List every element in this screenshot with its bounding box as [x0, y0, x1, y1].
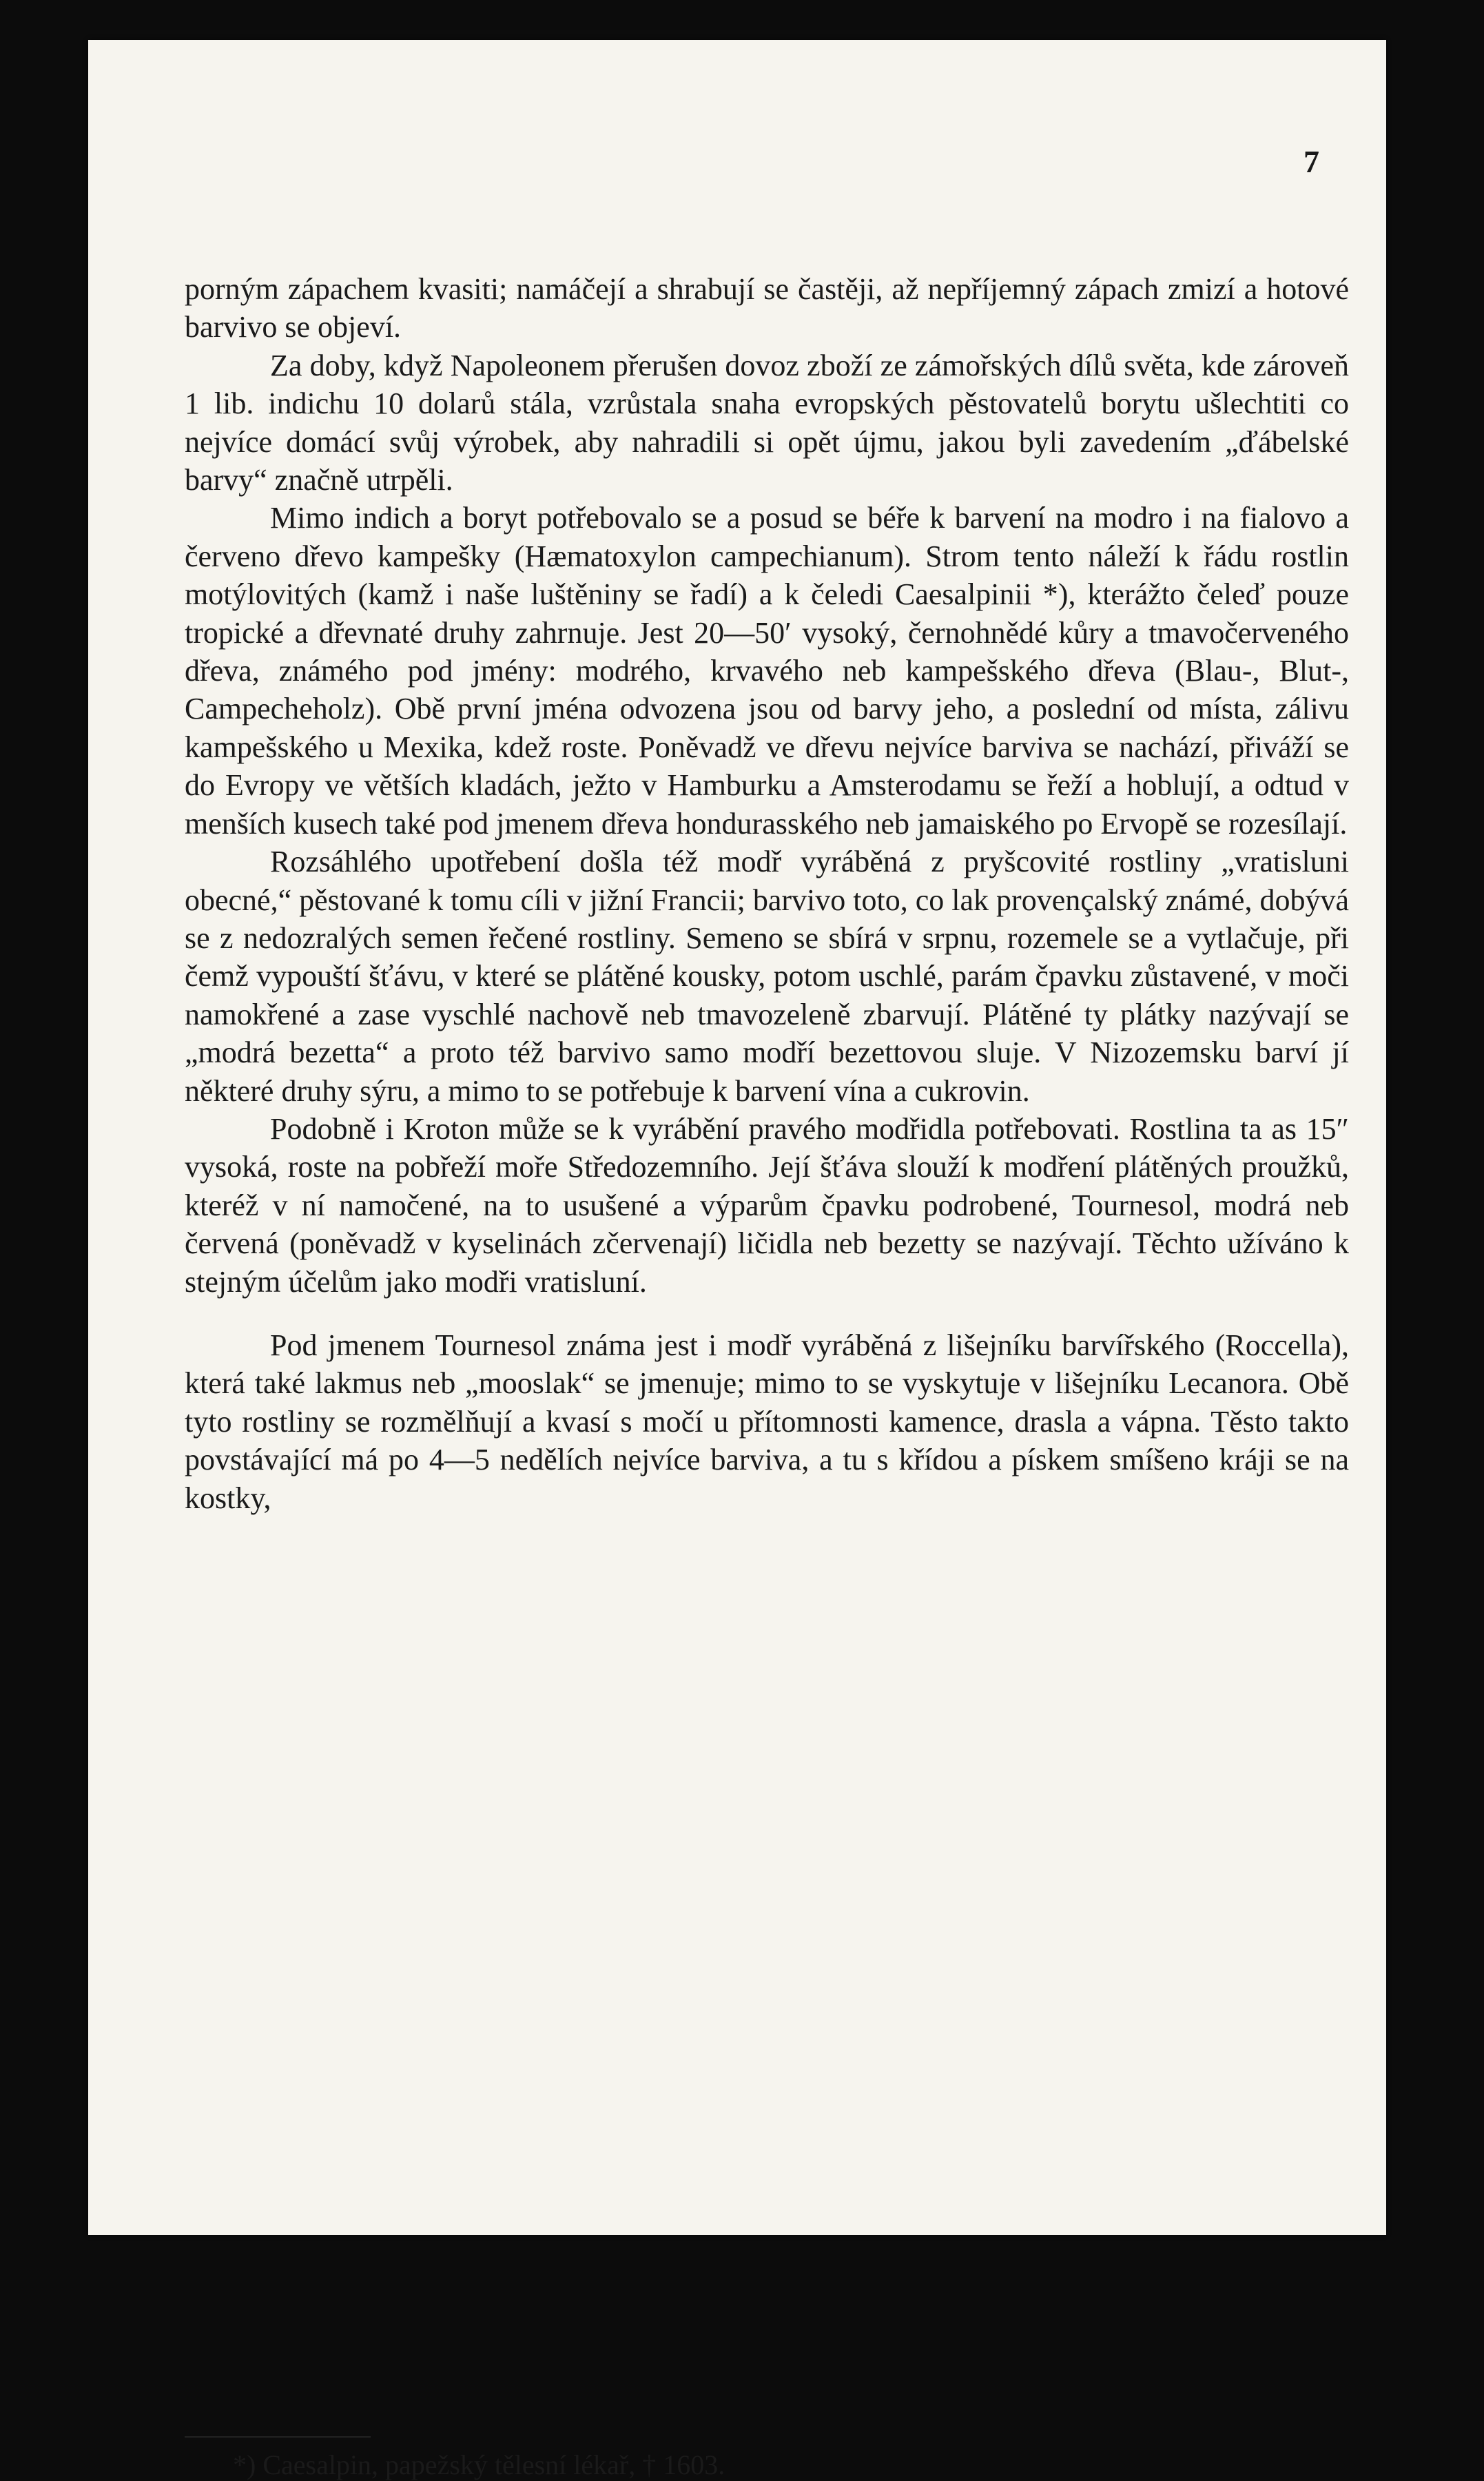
paragraph-3: Mimo indich a boryt potřebovalo se a posud se béře k barvení na modro i na fialovo a červeno dřevo kampešky (Hæmatoxylon campechianum). Strom tento náleží k řádu rostlin motýlovitých (kamž i naše luštěniny se řadí) a k čeledi Caesalpinii *), kterážto čeleď pouze tropické a dřevnaté druhy zahrnuje. Jest 20—50′ vysoký, černohnědé kůry a tmavočerveného dřeva, známého pod jmény: modrého, krvavého neb kampešského dřeva (Blau-, Blut-, Campecheholz). Obě první jména odvozena jsou od barvy jeho, a poslední od místa, zálivu kampešského u Mexika, kdež roste. Poněvadž ve dřevu nejvíce barviva se nachází, přiváží se do Evropy ve větších kladách, ježto v Hamburku a Amsterodamu se řeží a hoblují, a odtud v menších kusech také pod jmenem dřeva hondurasského neb jamaiského po Ervopě se rozesílají. [185, 501, 1349, 841]
paragraph-6: Pod jmenem Tournesol známa jest i modř vyráběná z lišejníku barvířského (Roccella), která také lakmus neb „mooslak“ se jmenuje; mimo to se vyskytuje v lišejníku Lecanora. Obě tyto rostliny se rozmělňují a kvasí s močí u přítomnosti kamence, drasla a vápna. Těsto takto povstávající má po 4—5 nedělích nejvíce barviva, a tu s křídou a pískem smíšeno kráji se na kostky, [185, 1328, 1349, 1515]
paragraph-1: porným zápachem kvasiti; namáčejí a shrabují se častěji, až nepříjemný zápach zmizí a hotové barvivo se objeví. [185, 272, 1349, 344]
footnote-rule [185, 2436, 371, 2438]
book-page [88, 40, 1386, 2480]
paragraph-4: Rozsáhlého upotřebení došla též modř vyráběná z pryšcovité rostliny „vratisluni obecné,“ pěstované k tomu cíli v jižní Francii; barvivo toto, co lak provençalský známé, dobývá se z nedozralých semen řečené rostliny. Semeno se sbírá v srpnu, rozemele se a vytlačuje, při čemž vypouští šťávu, v které se plátěné kousky, potom uschlé, parám čpavku zůstavené, v moči namokřené a zase vyschlé nachově neb tmavozeleně zbarvují. Plátěné ty plátky nazývají se „modrá bezetta“ a proto též barvivo samo modří bezettovou sluje. V Nizozemsku barví jí některé druhy sýru, a mimo to se potřebuje k barvení vína a cukrovin. [185, 845, 1349, 1108]
footnote: *) Caesalpin, papežský tělesní lékař, † 1603. [233, 2449, 725, 2480]
page-number: 7 [1303, 144, 1319, 179]
paragraph-5: Podobně i Kroton může se k vyrábění pravého modřidla potřebovati. Rostlina ta as 15″ vysoká, roste na pobřeží moře Středozemního. Její šťáva slouží k modření plátěných proužků, kteréž v ní namočené, na to usušené a výparům čpavku podrobené, Tournesol, modrá neb červená (poněvadž v kyselinách zčervenají) ličidla neb bezetty se nazývají. Těchto užíváno k stejným účelům jako modři vratisluní. [185, 1111, 1349, 1299]
body-text [185, 270, 1349, 1517]
paragraph-2: Za doby, když Napoleonem přerušen dovoz zboží ze zámořských dílů světa, kde zároveň 1 lib. indichu 10 dolarů stála, vzrůstala snaha evropských pěstovatelů borytu ušlechtiti co nejvíce domácí svůj výrobek, aby nahradili si opět újmu, jakou byli zavedením „ďábelské barvy“ značně utrpěli. [185, 348, 1349, 497]
